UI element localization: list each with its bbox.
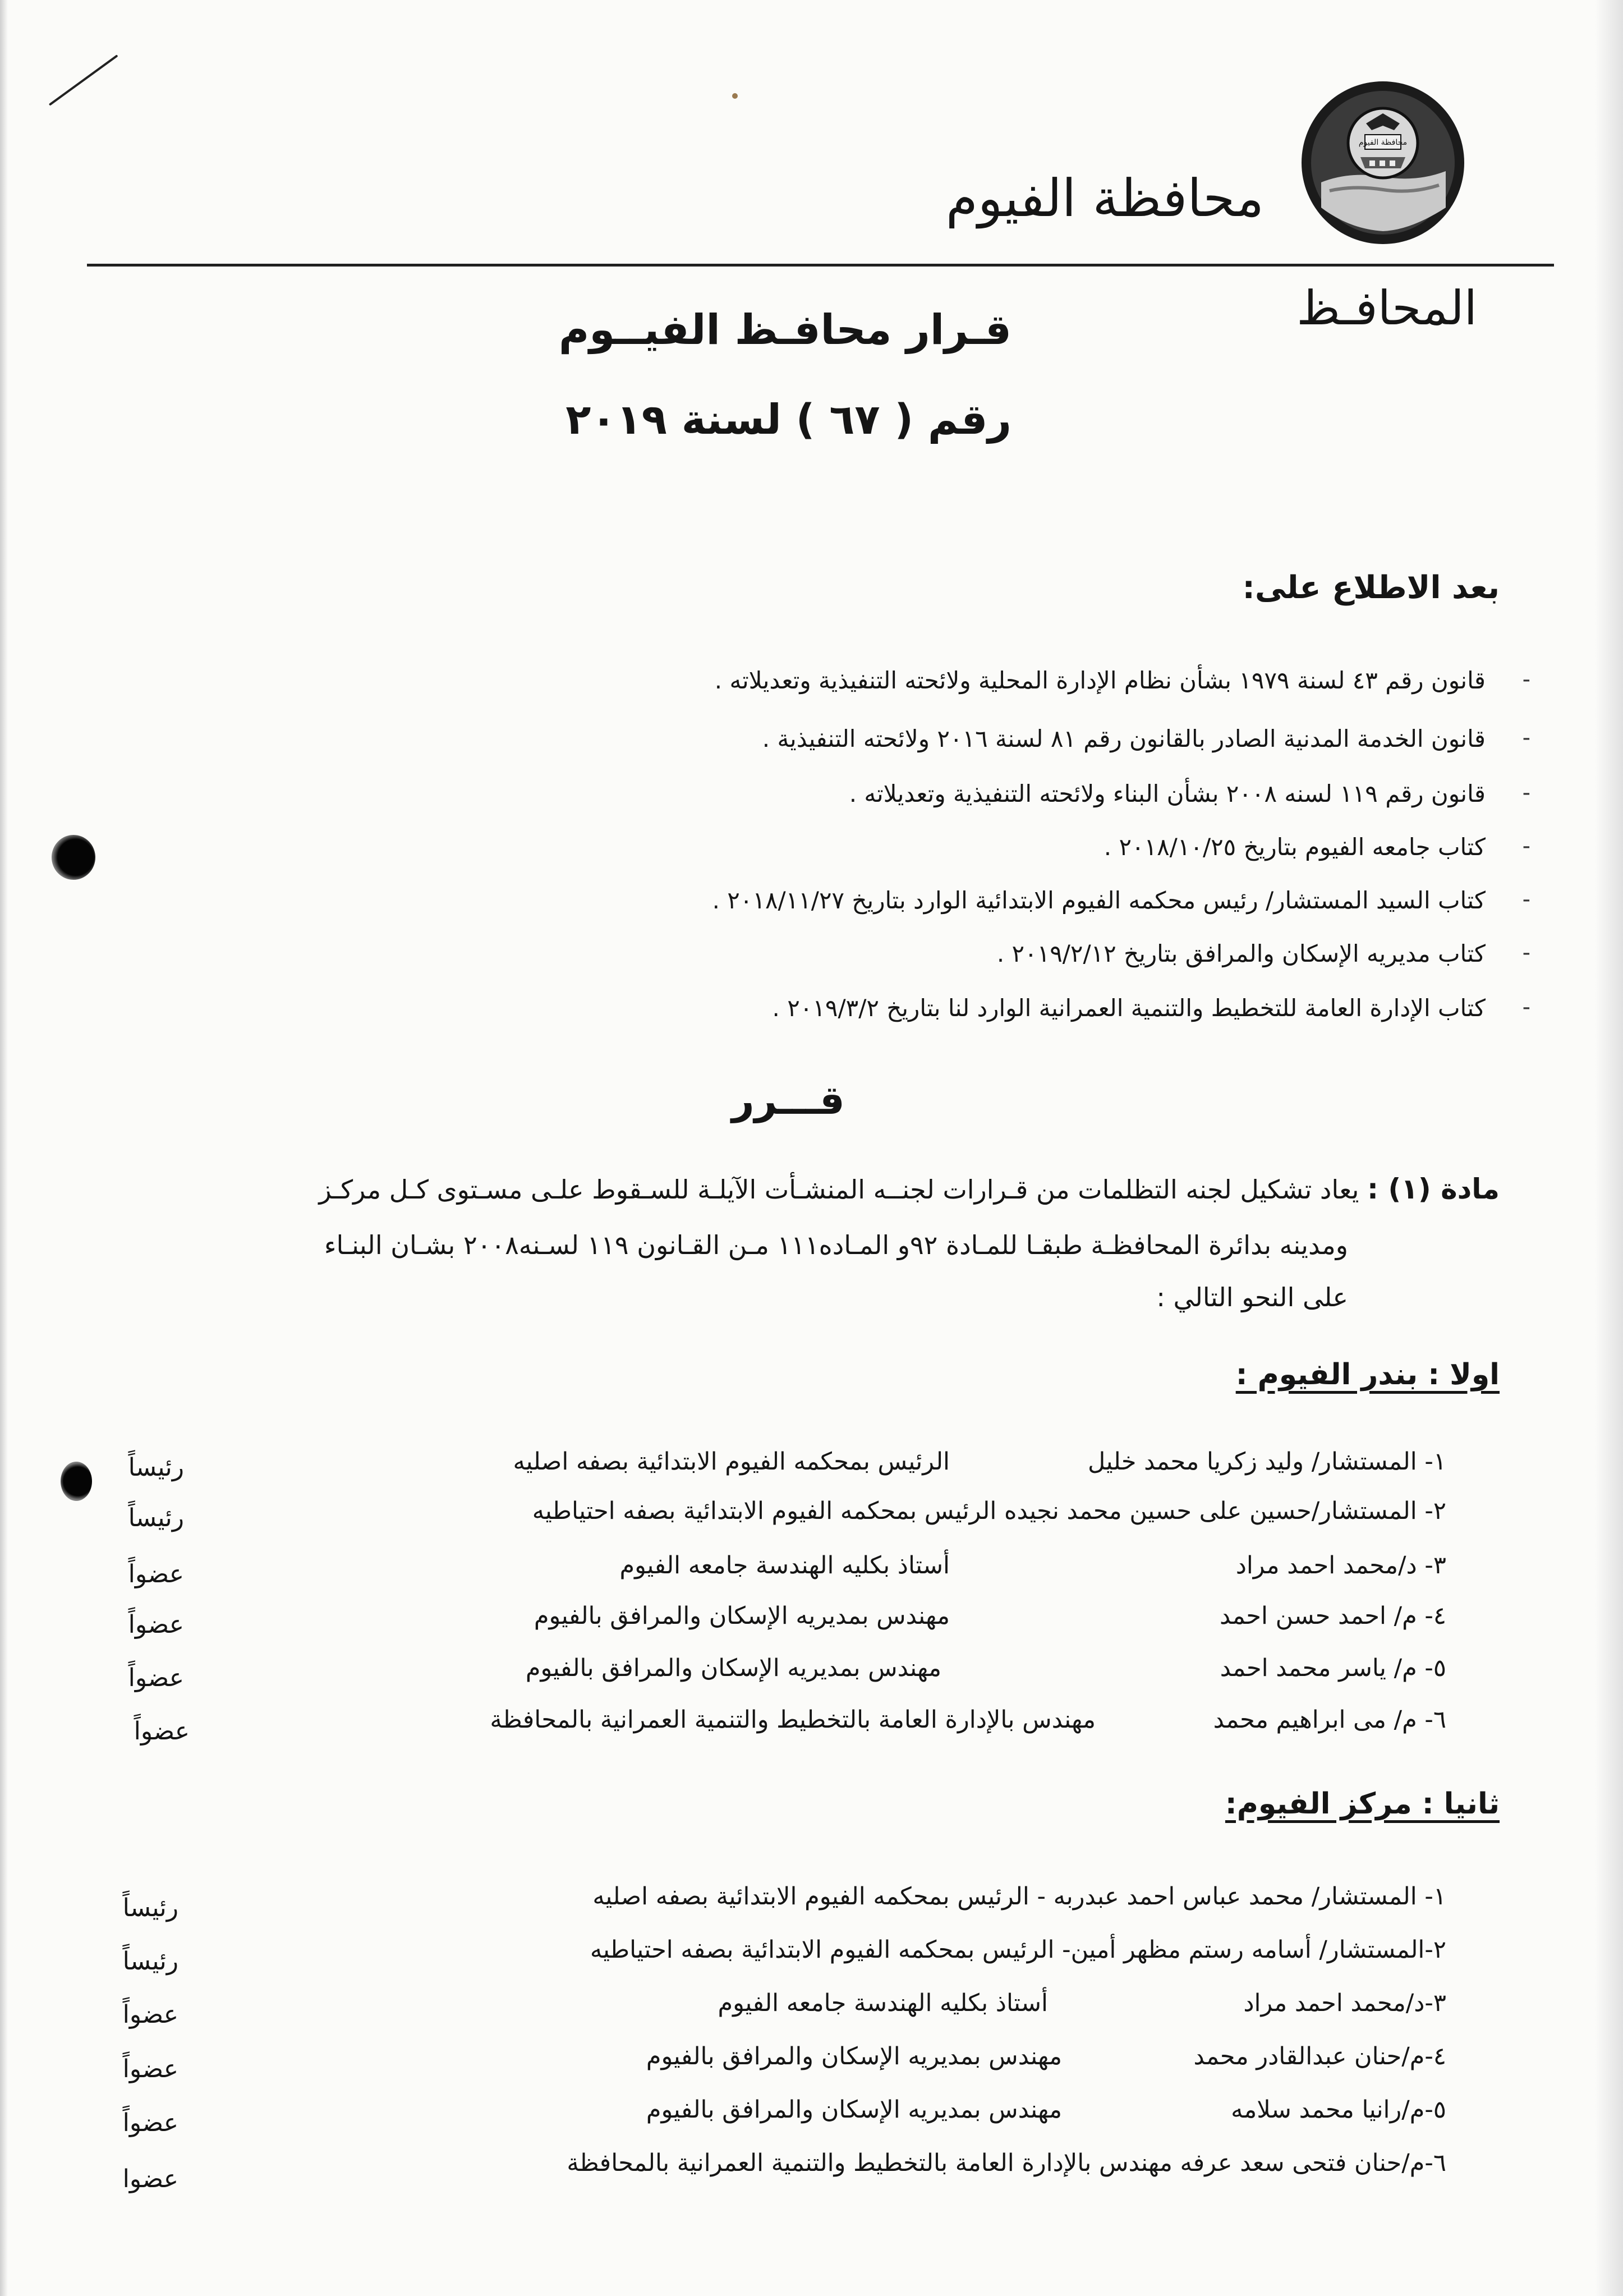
- member-role: رئيساً: [128, 1453, 184, 1482]
- member-title: أستاذ بكليه الهندسة جامعه الفيوم: [619, 1551, 950, 1579]
- reference-item: - قانون رقم ١١٩ لسنه ٢٠٠٨ بشأن البناء ولائحته التنفيذية وتعديلاته .: [849, 780, 1530, 807]
- member-role: عضواً: [122, 2000, 178, 2029]
- member-name: ٣-د/محمد احمد مراد: [1243, 1989, 1446, 2017]
- decree-number: رقم ( ٦٧ ) لسنة ٢٠١٩: [565, 396, 1011, 444]
- scan-edge-right: [1595, 0, 1623, 2296]
- decision-heading: قـــرر: [732, 1077, 845, 1123]
- member-name: ٥-م/رانيا محمد سلامه: [1231, 2096, 1446, 2124]
- governorate-seal-logo: [1299, 79, 1467, 247]
- member-name: ٦-م/حنان فتحى سعد عرفه مهندس بالإدارة العامة بالتخطيط والتنمية العمرانية بالمحافظة: [567, 2149, 1446, 2177]
- member-name: ٢- المستشار/حسين على حسين محمد نجيده الرئيس بمحكمه الفيوم الابتدائية بصفه احتياطيه: [532, 1497, 1446, 1525]
- member-role: عضواً: [122, 2055, 178, 2083]
- reference-item: - قانون رقم ٤٣ لسنة ١٩٧٩ بشأن نظام الإدارة المحلية ولائحته التنفيذية وتعديلاته .: [714, 667, 1530, 694]
- member-name: ١- المستشار/ محمد عباس احمد عبدربه - الرئيس بمحكمه الفيوم الابتدائية بصفه اصليه: [592, 1882, 1446, 1911]
- member-title: أستاذ بكليه الهندسة جامعه الفيوم: [718, 1989, 1048, 2017]
- reference-item: - كتاب مديريه الإسكان والمرافق بتاريخ ٢٠١٩/٢/١٢ .: [996, 940, 1530, 967]
- section-markaz-heading: ثانيا : مركز الفيوم:: [1225, 1787, 1500, 1821]
- scan-edge-left: [0, 0, 8, 2296]
- punch-hole: [52, 835, 95, 880]
- member-name: ٣- د/محمد احمد مراد: [1235, 1551, 1446, 1579]
- member-title: مهندس بالإدارة العامة بالتخطيط والتنمية العمرانية بالمحافظة: [490, 1706, 1096, 1734]
- article-1-line-1: مادة (١) : يعاد تشكيل لجنه التظلمات من قـرارات لجنــه المنشـأت الآيلـة للسـقوط علـى مسـتوى كـل مركـز: [319, 1173, 1500, 1205]
- pen-mark: [49, 54, 118, 105]
- preamble-heading: بعد الاطلاع على:: [1242, 570, 1500, 606]
- governorate-name-header: محافظة الفيوم: [945, 168, 1264, 228]
- reference-item: - كتاب السيد المستشار/ رئيس محكمه الفيوم الابتدائية الوارد بتاريخ ٢٠١٨/١١/٢٧ .: [712, 887, 1530, 914]
- member-role: عضواً: [122, 2109, 178, 2137]
- member-role: عضواً: [128, 1610, 184, 1639]
- member-name: ٤-م/حنان عبدالقادر محمد: [1193, 2042, 1446, 2070]
- section-bandar-heading: اولا : بندر الفيوم :: [1235, 1358, 1500, 1392]
- member-title: مهندس بمديريه الإسكان والمرافق بالفيوم: [646, 2042, 1062, 2070]
- member-name: ٢-المستشار/ أسامه رستم مظهر أمين- الرئيس بمحكمه الفيوم الابتدائية بصفه احتياطيه: [590, 1936, 1446, 1964]
- member-role: عضواً: [134, 1717, 190, 1746]
- article-label: مادة (١) :: [1367, 1173, 1500, 1205]
- member-title: مهندس بمديريه الإسكان والمرافق بالفيوم: [534, 1602, 950, 1630]
- article-1-line-2: ومدينه بدائرة المحافظـة طبقـا للمـادة ٩٢و المـاده١١١ مـن القـانون ١١٩ لسـنه٢٠٠٨ بشـان البنـاء: [324, 1230, 1348, 1260]
- member-name: ٥- م/ ياسر محمد احمد: [1220, 1654, 1446, 1682]
- reference-item: - كتاب الإدارة العامة للتخطيط والتنمية العمرانية الوارد لنا بتاريخ ٢٠١٩/٣/٢ .: [772, 994, 1530, 1022]
- member-role: رئيساً: [128, 1504, 184, 1532]
- punch-hole: [61, 1462, 92, 1501]
- member-role: عضواً: [128, 1560, 184, 1588]
- member-role: رئيساً: [122, 1947, 178, 1976]
- reference-item: - قانون الخدمة المدنية الصادر بالقانون رقم ٨١ لسنة ٢٠١٦ ولائحته التنفيذية .: [762, 725, 1530, 752]
- member-role: عضواً: [128, 1664, 184, 1692]
- decree-title: قـرار محافـظ الفيــوم: [558, 306, 1011, 354]
- member-role: عضوا: [122, 2165, 178, 2193]
- ink-dot: [732, 93, 738, 99]
- member-title: الرئيس بمحكمه الفيوم الابتدائية بصفه اصليه: [513, 1448, 950, 1476]
- article-1-line-3: على النحو التالي :: [1156, 1282, 1348, 1312]
- member-name: ١- المستشار/ وليد زكريا محمد خليل: [1088, 1448, 1446, 1476]
- governor-label: المحافـظ: [1296, 281, 1477, 336]
- header-divider: [87, 264, 1554, 267]
- member-name: ٦- م/ مى ابراهيم محمد: [1213, 1706, 1446, 1734]
- member-title: مهندس بمديريه الإسكان والمرافق بالفيوم: [525, 1654, 941, 1682]
- reference-item: - كتاب جامعه الفيوم بتاريخ ٢٠١٨/١٠/٢٥ .: [1104, 833, 1530, 861]
- seal-lettering: محافظة الفيوم: [1358, 138, 1408, 147]
- member-role: رئيساً: [122, 1894, 178, 1922]
- member-title: مهندس بمديريه الإسكان والمرافق بالفيوم: [646, 2096, 1062, 2124]
- member-name: ٤- م/ احمد حسن احمد: [1220, 1602, 1446, 1630]
